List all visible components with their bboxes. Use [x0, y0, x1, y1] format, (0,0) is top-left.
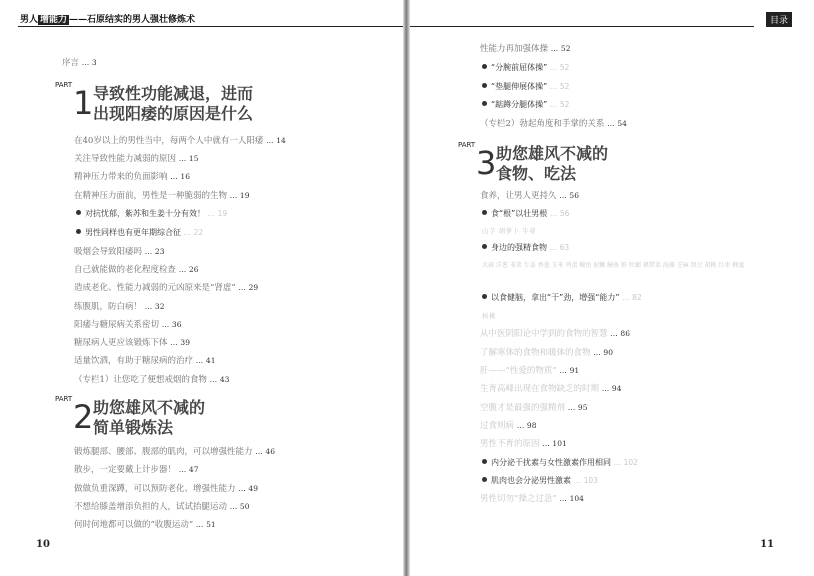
toc-subentry: “分腕前屈体操” … 52	[482, 62, 569, 74]
left-page: 男人 增能力 ——石原结实的男人强壮修炼术 序言 … 3 PART 1 导致性功能减退，进而 出现阳痿的原因是什么 在40岁以上的男性当中，每两个人中就有一人阳痿 … 14 关注导致性能力减弱的原因 … 15 精神压力带来的负面影响 … 16 在精神压力面前，男性是一种脆弱的生物 … 19 对抗忧郁，紫苏和生姜十分有效！ … 19 男性同样也有更年期综合征 … 22 吸烟会导致阳痿吗 … 23 自己就能做的老化程度检查 … 26 造成老化、性能力减弱的元凶原来是“肾虚” … 29 练腹肌，防白病！ … 32 阳痿与糖尿病关系密切 … 36 糖尿病人更应该锻炼下体 … 39 适量饮酒，有助于糖尿病的治疗 … 41 （专栏1）让您吃了便想戒烟的食物 … 43 PART 2 助您雄风不减的 简单锻炼法 锻炼腿部、腰部、腹部的肌肉，可以增强性能力 … 46 散步，一定要戴上计步器！ … 47 做做负重深蹲，可以预防老化、增强性能力 … 49 不想给膝盖增添负担的人，试试抬腿运动 … 50 何时何地都可以做的“收腹运动” … 51 10	[0, 0, 403, 576]
toc-entry: 适量饮酒，有助于糖尿病的治疗 … 41	[74, 356, 216, 366]
toc-subentry: 对抗忧郁，紫苏和生姜十分有效！ … 19	[76, 208, 227, 220]
toc-entry: 生育高峰出现在食物缺乏的时期 … 94	[480, 384, 622, 394]
toc-entry: 散步，一定要戴上计步器！ … 47	[74, 465, 199, 475]
food-list: 大蒜 洋葱 韭菜 生姜 香葱 玉米 鸡蛋 鳗鱼 泥鳅 鳝鱼 虾 牡蛎 裙带菜 海藻 芝麻 黑豆 胡桃 红枣 蜂蜜	[482, 262, 745, 269]
toc-entry: 自己就能做的老化程度检查 … 26	[74, 265, 199, 275]
toc-subentry: 食“根”以壮男根 … 56	[482, 208, 569, 220]
book-spine	[403, 0, 410, 576]
header-rule	[18, 26, 403, 27]
toc-subentry: “垫腿伸展体操” … 52	[482, 81, 569, 93]
toc-entry-intro: 序言 … 3	[62, 58, 97, 68]
toc-subentry: 身边的强精食物 … 63	[482, 242, 569, 254]
bullet-icon	[76, 210, 81, 215]
contents-tab: 目录	[766, 12, 792, 27]
bullet-icon	[482, 459, 487, 464]
toc-entry: 练腹肌，防白病！ … 32	[74, 302, 165, 312]
bullet-icon	[482, 64, 487, 69]
toc-subentry: “踮蹲分腿体操” … 52	[482, 99, 569, 111]
bullet-icon	[482, 101, 487, 106]
bullet-icon	[482, 477, 487, 482]
toc-entry: 性能力再加强体操 … 52	[480, 44, 571, 54]
bullet-icon	[482, 244, 487, 249]
toc-subentry: 以食健脑，拿出“干”劲，增强“能力” … 82	[482, 292, 642, 304]
food-list: 山芋 胡萝卜 牛蒡	[482, 227, 537, 235]
toc-entry: 锻炼腿部、腰部、腹部的肌肉，可以增强性能力 … 46	[74, 447, 275, 457]
right-page: 目录 性能力再加强体操 … 52 “分腕前屈体操” … 52 “垫腿伸展体操” … 52 “踮蹲分腿体操” … 52 （专栏2）勃起角度和手掌的关系 … 54 PART 3 助您雄风不减的 食物、吃法 食养，让男人更持久 … 56 食“根”以壮男根 … 56 山芋 胡萝卜 牛蒡 身边的强精食物 … 63 大蒜 洋葱 韭菜 生姜 香葱 玉米 鸡蛋 鳗鱼 泥鳅 鳝鱼 虾 牡蛎 裙带菜 海藻 芝麻 黑豆 胡桃 红枣 蜂蜜 以食健脑，拿出“干”劲，增强“能力” … 82 核桃 从中医阴阳论中学到的食物的智慧 … 86 了解寒体的食物和暖体的食物 … 90 肝——“性爱的物质” … 91 生育高峰出现在食物缺乏的时期 … 94 空腹才是最强的强精剂 … 95 过食则病 … 98 男性不育的原因 … 101 内分泌干扰素与女性激素作用相同 … 102 肌肉也会分泌男性激素 … 103 男性切勿“操之过急” … 104 11	[410, 0, 814, 576]
page-number-right: 11	[760, 539, 774, 550]
toc-entry: 男性不育的原因 … 101	[480, 439, 567, 449]
toc-entry: 糖尿病人更应该锻炼下体 … 39	[74, 338, 190, 348]
toc-subentry: 内分泌干扰素与女性激素作用相同 … 102	[482, 457, 638, 469]
toc-subentry: 肌肉也会分泌男性激素 … 103	[482, 475, 598, 487]
toc-entry: 食养，让男人更持久 … 56	[480, 191, 579, 201]
bullet-icon	[482, 83, 487, 88]
bullet-icon	[76, 229, 81, 234]
toc-entry: 做做负重深蹲，可以预防老化、增强性能力 … 49	[74, 484, 258, 494]
running-header: 男人 增能力 ——石原结实的男人强壮修炼术	[20, 15, 196, 25]
toc-entry: 肝——“性爱的物质” … 91	[480, 366, 580, 376]
header-rule	[410, 26, 754, 27]
toc-entry: 从中医阴阳论中学到的食物的智慧 … 86	[480, 329, 630, 339]
toc-entry: 男性切勿“操之过急” … 104	[480, 494, 584, 504]
toc-entry: 在精神压力面前，男性是一种脆弱的生物 … 19	[74, 191, 250, 201]
toc-entry: 不想给膝盖增添负担的人，试试抬腿运动 … 50	[74, 502, 250, 512]
toc-entry: 关注导致性能力减弱的原因 … 15	[74, 154, 199, 164]
food-list: 核桃	[482, 312, 496, 320]
toc-entry: （专栏1）让您吃了便想戒烟的食物 … 43	[74, 375, 230, 385]
toc-entry: 精神压力带来的负面影响 … 16	[74, 172, 190, 182]
toc-entry: 造成老化、性能力减弱的元凶原来是“肾虚” … 29	[74, 283, 259, 293]
toc-entry: 过食则病 … 98	[480, 421, 537, 431]
toc-subentry: 男性同样也有更年期综合征 … 22	[76, 227, 203, 239]
bullet-icon	[482, 210, 487, 215]
toc-entry: 阳痿与糖尿病关系密切 … 36	[74, 320, 182, 330]
toc-entry: （专栏2）勃起角度和手掌的关系 … 54	[480, 119, 627, 129]
page-number-left: 10	[36, 539, 50, 550]
toc-entry: 何时何地都可以做的“收腹运动” … 51	[74, 520, 216, 530]
toc-entry: 了解寒体的食物和暖体的食物 … 90	[480, 348, 613, 358]
toc-entry: 在40岁以上的男性当中，每两个人中就有一人阳痿 … 14	[74, 136, 286, 146]
toc-entry: 吸烟会导致阳痿吗 … 23	[74, 247, 165, 257]
bullet-icon	[482, 294, 487, 299]
toc-entry: 空腹才是最强的强精剂 … 95	[480, 403, 588, 413]
